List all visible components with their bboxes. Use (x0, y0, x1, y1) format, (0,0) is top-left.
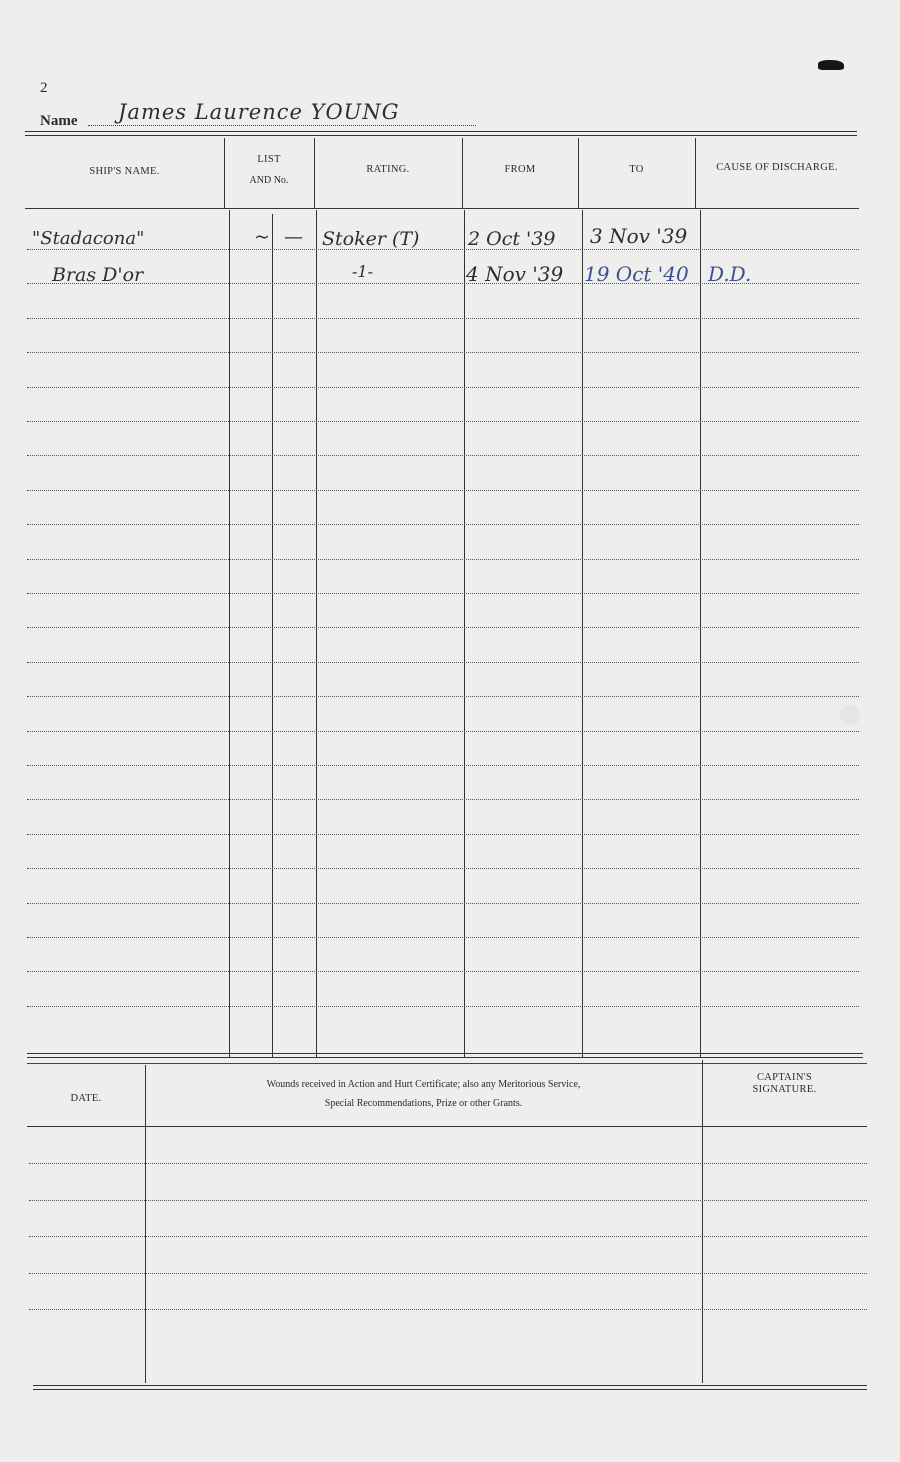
header-list-line2: AND No. (249, 175, 289, 186)
header-list-line1: LIST (257, 154, 281, 165)
wounds-divider-2 (702, 1060, 703, 1383)
name-label: Name (40, 113, 78, 129)
header-from: FROM (504, 164, 536, 175)
service-dotted-line (27, 731, 859, 732)
row1-list-no: — (284, 226, 303, 248)
col-divider-list (272, 214, 273, 1058)
row2-ship: Bras D'or (52, 264, 144, 286)
header-wounds-line2: Special Recommendations, Prize or other Grants. (324, 1098, 523, 1109)
header-rating: RATING. (366, 164, 410, 175)
row1-to: 3 Nov '39 (590, 224, 688, 248)
header-date: DATE. (70, 1093, 102, 1104)
service-dotted-line (27, 490, 859, 491)
service-dotted-line (27, 765, 859, 766)
service-dotted-line (27, 971, 859, 972)
wounds-header-rule (27, 1126, 867, 1127)
wounds-dotted-line (29, 1273, 867, 1274)
bottom-rule-2 (27, 1057, 863, 1058)
page-number: 2 (40, 80, 48, 96)
col-divider-3 (464, 210, 465, 1058)
service-dotted-line (27, 937, 859, 938)
wounds-bottom-rule (33, 1385, 867, 1386)
wounds-dotted-line (29, 1163, 867, 1164)
service-dotted-line (27, 352, 859, 353)
row2-from: 4 Nov '39 (466, 262, 564, 286)
service-dotted-line (27, 662, 859, 663)
service-dotted-line (27, 1006, 859, 1007)
header-captain-line1: CAPTAIN'S (756, 1072, 813, 1083)
row1-list: ~ (254, 226, 270, 248)
service-dotted-line (27, 627, 859, 628)
service-dotted-line (27, 249, 859, 250)
name-dotted-line (88, 125, 476, 126)
top-rule-2 (25, 135, 857, 136)
wounds-top-rule (27, 1063, 867, 1064)
top-rule (25, 131, 857, 132)
service-dotted-line (27, 421, 859, 422)
header-cause: CAUSE OF DISCHARGE. (716, 162, 838, 173)
header-to: TO (629, 164, 644, 175)
service-dotted-line (27, 696, 859, 697)
service-dotted-line (27, 455, 859, 456)
row2-to: 19 Oct '40 (584, 262, 689, 286)
row2-rating: -1- (352, 262, 373, 281)
header-captain-line2: SIGNATURE. (752, 1084, 817, 1095)
bottom-rule (27, 1053, 863, 1054)
row1-ship: "Stadacona" (32, 228, 145, 249)
service-dotted-line (27, 799, 859, 800)
header-ship-name: SHIP'S NAME. (89, 166, 160, 177)
header-rule (25, 208, 859, 209)
name-value: James Laurence YOUNG (118, 100, 400, 124)
service-dotted-line (27, 559, 859, 560)
paper-mark (840, 705, 860, 725)
service-dotted-line (27, 318, 859, 319)
header-wounds-line1: Wounds received in Action and Hurt Certificate; also any Meritorious Service, (266, 1079, 581, 1090)
col-divider-4 (582, 210, 583, 1058)
col-divider-5 (700, 210, 701, 1058)
col-divider-2 (316, 210, 317, 1058)
wounds-dotted-line (29, 1236, 867, 1237)
corner-mark (818, 60, 844, 70)
wounds-dotted-line (29, 1200, 867, 1201)
row2-cause: D.D. (708, 262, 752, 286)
row1-from: 2 Oct '39 (468, 228, 556, 250)
service-dotted-line (27, 524, 859, 525)
service-dotted-line (27, 903, 859, 904)
wounds-dotted-line (29, 1309, 867, 1310)
service-dotted-line (27, 834, 859, 835)
wounds-bottom-rule-2 (33, 1389, 867, 1390)
row1-rating: Stoker (T) (322, 228, 420, 250)
service-dotted-line (27, 387, 859, 388)
service-dotted-line (27, 868, 859, 869)
service-dotted-line (27, 593, 859, 594)
col-divider-1 (229, 210, 230, 1058)
